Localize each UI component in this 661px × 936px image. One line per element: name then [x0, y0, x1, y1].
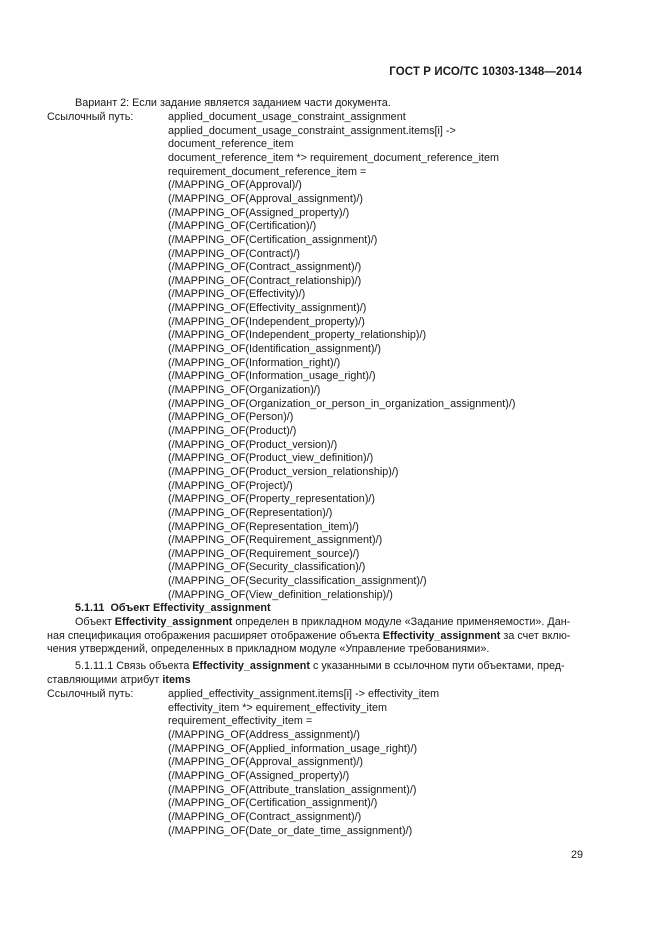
document-code-header: ГОСТ Р ИСО/ТС 10303-1348—2014 [389, 66, 582, 78]
p1-text-b: определен в прикладном модуле «Задание применяемости». Дан- [235, 616, 571, 628]
reference-path-1-line: document_reference_item *> requirement_document_reference_item [168, 151, 499, 164]
reference-path-1-line: (/MAPPING_OF(Organization_or_person_in_organization_assignment)/) [168, 397, 516, 410]
reference-path-1-line: (/MAPPING_OF(Organization)/) [168, 384, 321, 396]
section-5-1-11-heading [75, 602, 271, 616]
page-number: 29 [571, 849, 584, 861]
reference-path-label-1: Ссылочный путь: [47, 111, 134, 123]
reference-path-1-line: (/MAPPING_OF(Certification)/) [168, 220, 317, 233]
reference-path-1-line: (/MAPPING_OF(Effectivity)/) [168, 288, 306, 301]
subsection-attr: items [162, 674, 191, 686]
reference-path-1-line: (/MAPPING_OF(Certification_assignment)/) [168, 233, 378, 246]
reference-path-1-line: (/MAPPING_OF(Security_classification)/) [168, 561, 366, 574]
reference-path-2-line: (/MAPPING_OF(Attribute_translation_assignment)/) [168, 783, 417, 796]
reference-path-1-line: (/MAPPING_OF(Product_view_definition)/) [168, 452, 374, 465]
reference-path-1-line: (/MAPPING_OF(Independent_property_relationship)/) [168, 329, 427, 342]
section-5-1-11-line-2 [47, 630, 583, 644]
reference-path-1-line: (/MAPPING_OF(Identification_assignment)/) [168, 343, 382, 356]
p2-text-b: за счет вклю- [503, 630, 571, 642]
p1-entity: Effectivity_assignment [114, 616, 233, 628]
reference-path-1-line: document_reference_item [168, 138, 294, 151]
reference-path-2-line: (/MAPPING_OF(Approval_assignment)/) [168, 756, 364, 769]
reference-path-1-line: (/MAPPING_OF(Property_representation)/) [168, 493, 376, 506]
reference-path-1-line: (/MAPPING_OF(Representation_item)/) [168, 520, 359, 533]
section-number: 5.1.11 [75, 602, 105, 614]
variant-2-intro: Вариант 2: Если задание является заданием части документа. [75, 97, 391, 109]
reference-path-1-line: (/MAPPING_OF(Requirement_source)/) [168, 547, 360, 560]
reference-path-2-line: (/MAPPING_OF(Contract_assignment)/) [168, 810, 362, 823]
subsection-text-a: Связь объекта [116, 660, 190, 672]
section-5-1-11-line-1 [47, 616, 583, 630]
reference-path-1-line: applied_document_usage_constraint_assignment.items[i] -> [168, 124, 456, 137]
section-5-1-11-line-3: чения утверждений, определенных в прикладном модуле «Управление требованиями». [47, 643, 490, 655]
reference-path-1-line: (/MAPPING_OF(Product_version)/) [168, 438, 338, 451]
reference-path-1-line: (/MAPPING_OF(Information_usage_right)/) [168, 370, 376, 383]
reference-path-1-line: (/MAPPING_OF(View_definition_relationship)/) [168, 588, 393, 601]
reference-path-2-line: (/MAPPING_OF(Applied_information_usage_right)/) [168, 742, 418, 755]
reference-path-1-line: (/MAPPING_OF(Contract_relationship)/) [168, 274, 362, 287]
reference-path-1-line: (/MAPPING_OF(Assigned_property)/) [168, 206, 350, 219]
p2-entity: Effectivity_assignment [382, 630, 501, 642]
p1-text-a: Объект [75, 616, 112, 628]
reference-path-2-line: effectivity_item *> equirement_effectivity_item [168, 701, 387, 714]
reference-path-2-line: (/MAPPING_OF(Date_or_date_time_assignment)/) [168, 824, 413, 837]
p2-text-a: ная спецификация отображения расширяет отображение объекта [47, 630, 380, 642]
reference-path-1-line: (/MAPPING_OF(Person)/) [168, 411, 294, 424]
reference-path-2-line: (/MAPPING_OF(Assigned_property)/) [168, 769, 350, 782]
reference-path-1-line: applied_document_usage_constraint_assignment [168, 111, 406, 123]
section-title-prefix: Объект [110, 602, 150, 614]
section-5-1-11-1-line-1 [47, 660, 583, 674]
section-title-entity: Effectivity_assignment [152, 602, 271, 614]
reference-path-1-line: requirement_document_reference_item = [168, 165, 367, 178]
subsection-entity: Effectivity_assignment [192, 660, 310, 672]
reference-path-1-line: (/MAPPING_OF(Product)/) [168, 424, 297, 437]
reference-path-1-line: (/MAPPING_OF(Product_version_relationship)/) [168, 465, 399, 478]
section-5-1-11-1-line-2 [47, 674, 191, 688]
subsection-number: 5.1.11.1 [75, 660, 114, 672]
reference-path-1-line: (/MAPPING_OF(Contract)/) [168, 247, 300, 260]
reference-path-1-line: (/MAPPING_OF(Approval_assignment)/) [168, 192, 364, 205]
reference-path-1-line: (/MAPPING_OF(Independent_property)/) [168, 315, 365, 328]
reference-path-1-line: (/MAPPING_OF(Effectivity_assignment)/) [168, 302, 367, 315]
reference-path-2-line: (/MAPPING_OF(Address_assignment)/) [168, 728, 360, 741]
reference-path-2-line: requirement_effectivity_item = [168, 715, 313, 728]
reference-path-2-line: applied_effectivity_assignment.items[i] -> effectivity_item [168, 688, 440, 700]
reference-path-1-line: (/MAPPING_OF(Information_right)/) [168, 356, 341, 369]
reference-path-1-line: (/MAPPING_OF(Contract_assignment)/) [168, 261, 362, 274]
subsection-text-b: с указанными в ссылочном пути объектами, пред- [312, 660, 565, 672]
reference-path-1-line: (/MAPPING_OF(Representation)/) [168, 506, 333, 519]
reference-path-1-line: (/MAPPING_OF(Requirement_assignment)/) [168, 534, 383, 547]
reference-path-label-2: Ссылочный путь: [47, 688, 134, 700]
reference-path-1-line: (/MAPPING_OF(Approval)/) [168, 179, 302, 192]
reference-path-2-line: (/MAPPING_OF(Certification_assignment)/) [168, 797, 378, 810]
reference-path-1-line: (/MAPPING_OF(Project)/) [168, 479, 293, 492]
reference-path-1-line: (/MAPPING_OF(Security_classification_assignment)/) [168, 575, 427, 588]
subsection-text-c: ставляющими атрибут [47, 674, 160, 686]
